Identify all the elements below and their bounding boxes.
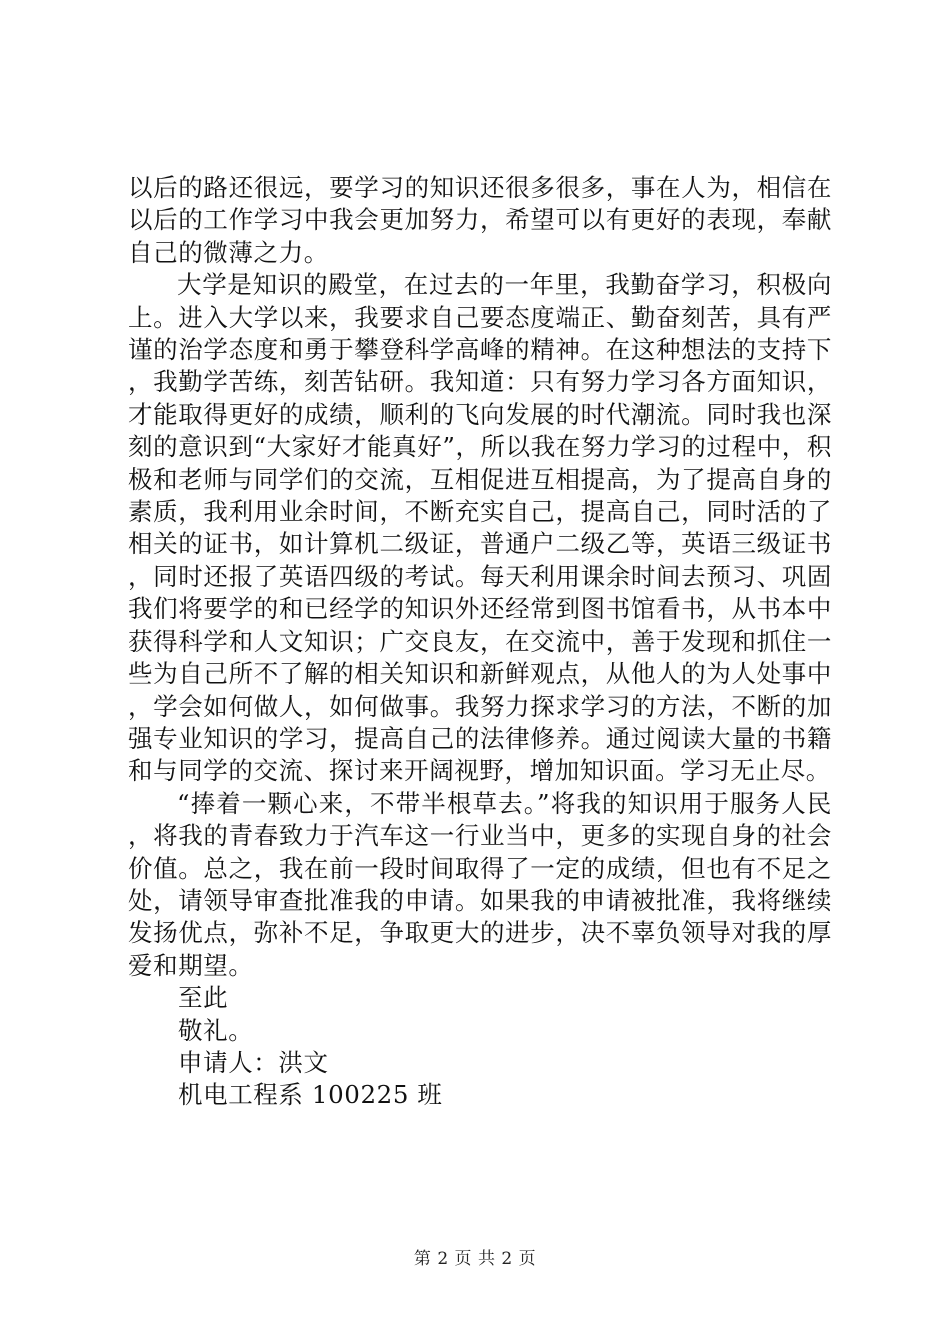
document-body — [128, 172, 832, 1112]
closing-greeting: 至此 — [178, 983, 229, 1013]
department-class: 机电工程系 100225 班 — [178, 1080, 443, 1110]
applicant-signature: 申请人：洪文 — [178, 1047, 329, 1077]
paragraph-2: 大学是知识的殿堂，在过去的一年里，我勤奋学习，积极向上。进入大学以来，我要求自己要态度端正、勤奋刻苦，具有严谨的治学态度和勇于攀登科学高峰的精神。在这种想法的支持下，我勤学苦练，刻苦钻研。我知道：只有努力学习各方面知识，才能取得更好的成绩，顺利的飞向发展的时代潮流。同时我也深刻的意识到“大家好才能真好”，所以我在努力学习的过程中，积极和老师与同学们的交流，互相促进互相提高，为了提高自身的素质，我利用业余时间，不断充实自己，提高自己，同时活的了相关的证书，如计算机二级证，普通户二级乙等，英语三级证书，同时还报了英语四级的考试。每天利用课余时间去预习、巩固我们将要学的和已经学的知识外还经常到图书馆看书，从书本中获得科学和人文知识；广交良友，在交流中，善于发现和抓住一些为自己所不了解的相关知识和新鲜观点，从他人的为人处事中，学会如何做人，如何做事。我努力探求学习的方法，不断的加强专业知识的学习，提高自己的法律修养。通过阅读大量的书籍和与同学的交流、探讨来开阔视野，增加知识面。学习无止尽。 — [128, 270, 832, 786]
paragraph-3: “捧着一颗心来，不带半根草去。”将我的知识用于服务人民，将我的青春致力于汽车这一行业当中，更多的实现自身的社会价值。总之，我在前一段时间取得了一定的成绩，但也有不足之处，请领导审查批准我的申请。如果我的申请被批准，我将继续发扬优点，弥补不足，争取更大的进步，决不辜负领导对我的厚爱和期望。 — [128, 788, 832, 980]
closing-salute: 敬礼。 — [178, 1015, 254, 1045]
page-footer: 第 2 页 共 2 页 — [413, 1249, 537, 1269]
paragraph-1: 以后的路还很远，要学习的知识还很多很多，事在人为，相信在以后的工作学习中我会更加努力，希望可以有更好的表现，奉献自己的微薄之力。 — [128, 173, 832, 267]
